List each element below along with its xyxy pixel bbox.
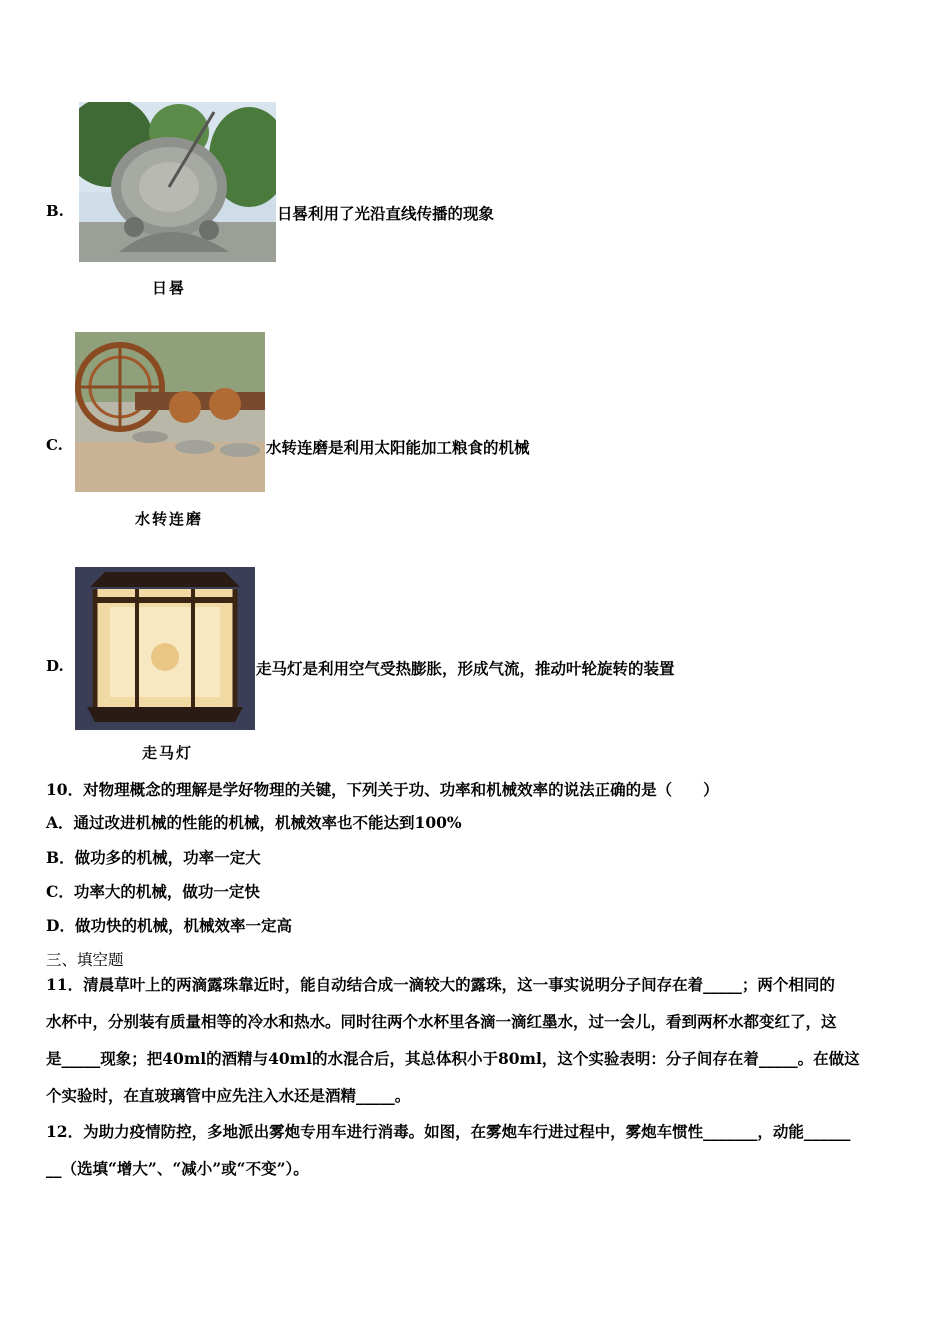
option-letter-c: C. [46,436,63,454]
q11-line-1: 11．清晨草叶上的两滴露珠靠近时，能自动结合成一滴较大的露珠，这一事实说明分子间存在着_____；两个相同的 [46,975,835,994]
q10-option-c: C．功率大的机械，做功一定快 [46,882,260,901]
q10-option-b: B．做功多的机械，功率一定大 [46,848,261,867]
lantern-caption: 走马灯 [142,744,194,762]
sundial-image [79,102,276,262]
q10-option-a: A．通过改进机械的性能的机械，机械效率也不能达到100% [46,813,462,832]
q11-line-4: 个实验时，在直玻璃管中应先注入水还是酒精_____。 [46,1086,411,1105]
q10-option-d: D．做功快的机械，机械效率一定高 [46,916,292,935]
option-b-statement: 日晷利用了光沿直线传播的现象 [277,204,495,223]
q12-line-1: 12．为助力疫情防控，多地派出雾炮专用车进行消毒。如图，在雾炮车行进过程中，雾炮车惯性_______，动能______ [46,1122,851,1141]
section-title: 三、填空题 [46,951,124,969]
option-c-statement: 水转连磨是利用太阳能加工粮食的机械 [266,438,530,457]
option-letter-b: B. [46,202,64,220]
sundial-caption: 日晷 [152,279,187,297]
option-d-statement: 走马灯是利用空气受热膨胀，形成气流，推动叶轮旋转的装置 [256,659,675,678]
water-mill-image [75,332,265,492]
q10-stem: 10．对物理概念的理解是学好物理的关键，下列关于功、功率和机械效率的说法正确的是（ ） [46,780,719,799]
q11-line-2: 水杯中，分别装有质量相等的冷水和热水。同时往两个水杯里各滴一滴红墨水，过一会儿，看到两杯水都变红了，这 [46,1012,837,1031]
water-mill-caption: 水转连磨 [135,510,204,528]
lantern-image [75,567,255,730]
q12-line-2: __（选填“增大”、“减小”或“不变”）。 [46,1159,309,1178]
q11-line-3: 是_____现象；把40ml的酒精与40ml的水混合后，其总体积小于80ml，这个实验表明：分子间存在着_____。在做这 [46,1049,860,1068]
option-letter-d: D. [46,657,64,675]
